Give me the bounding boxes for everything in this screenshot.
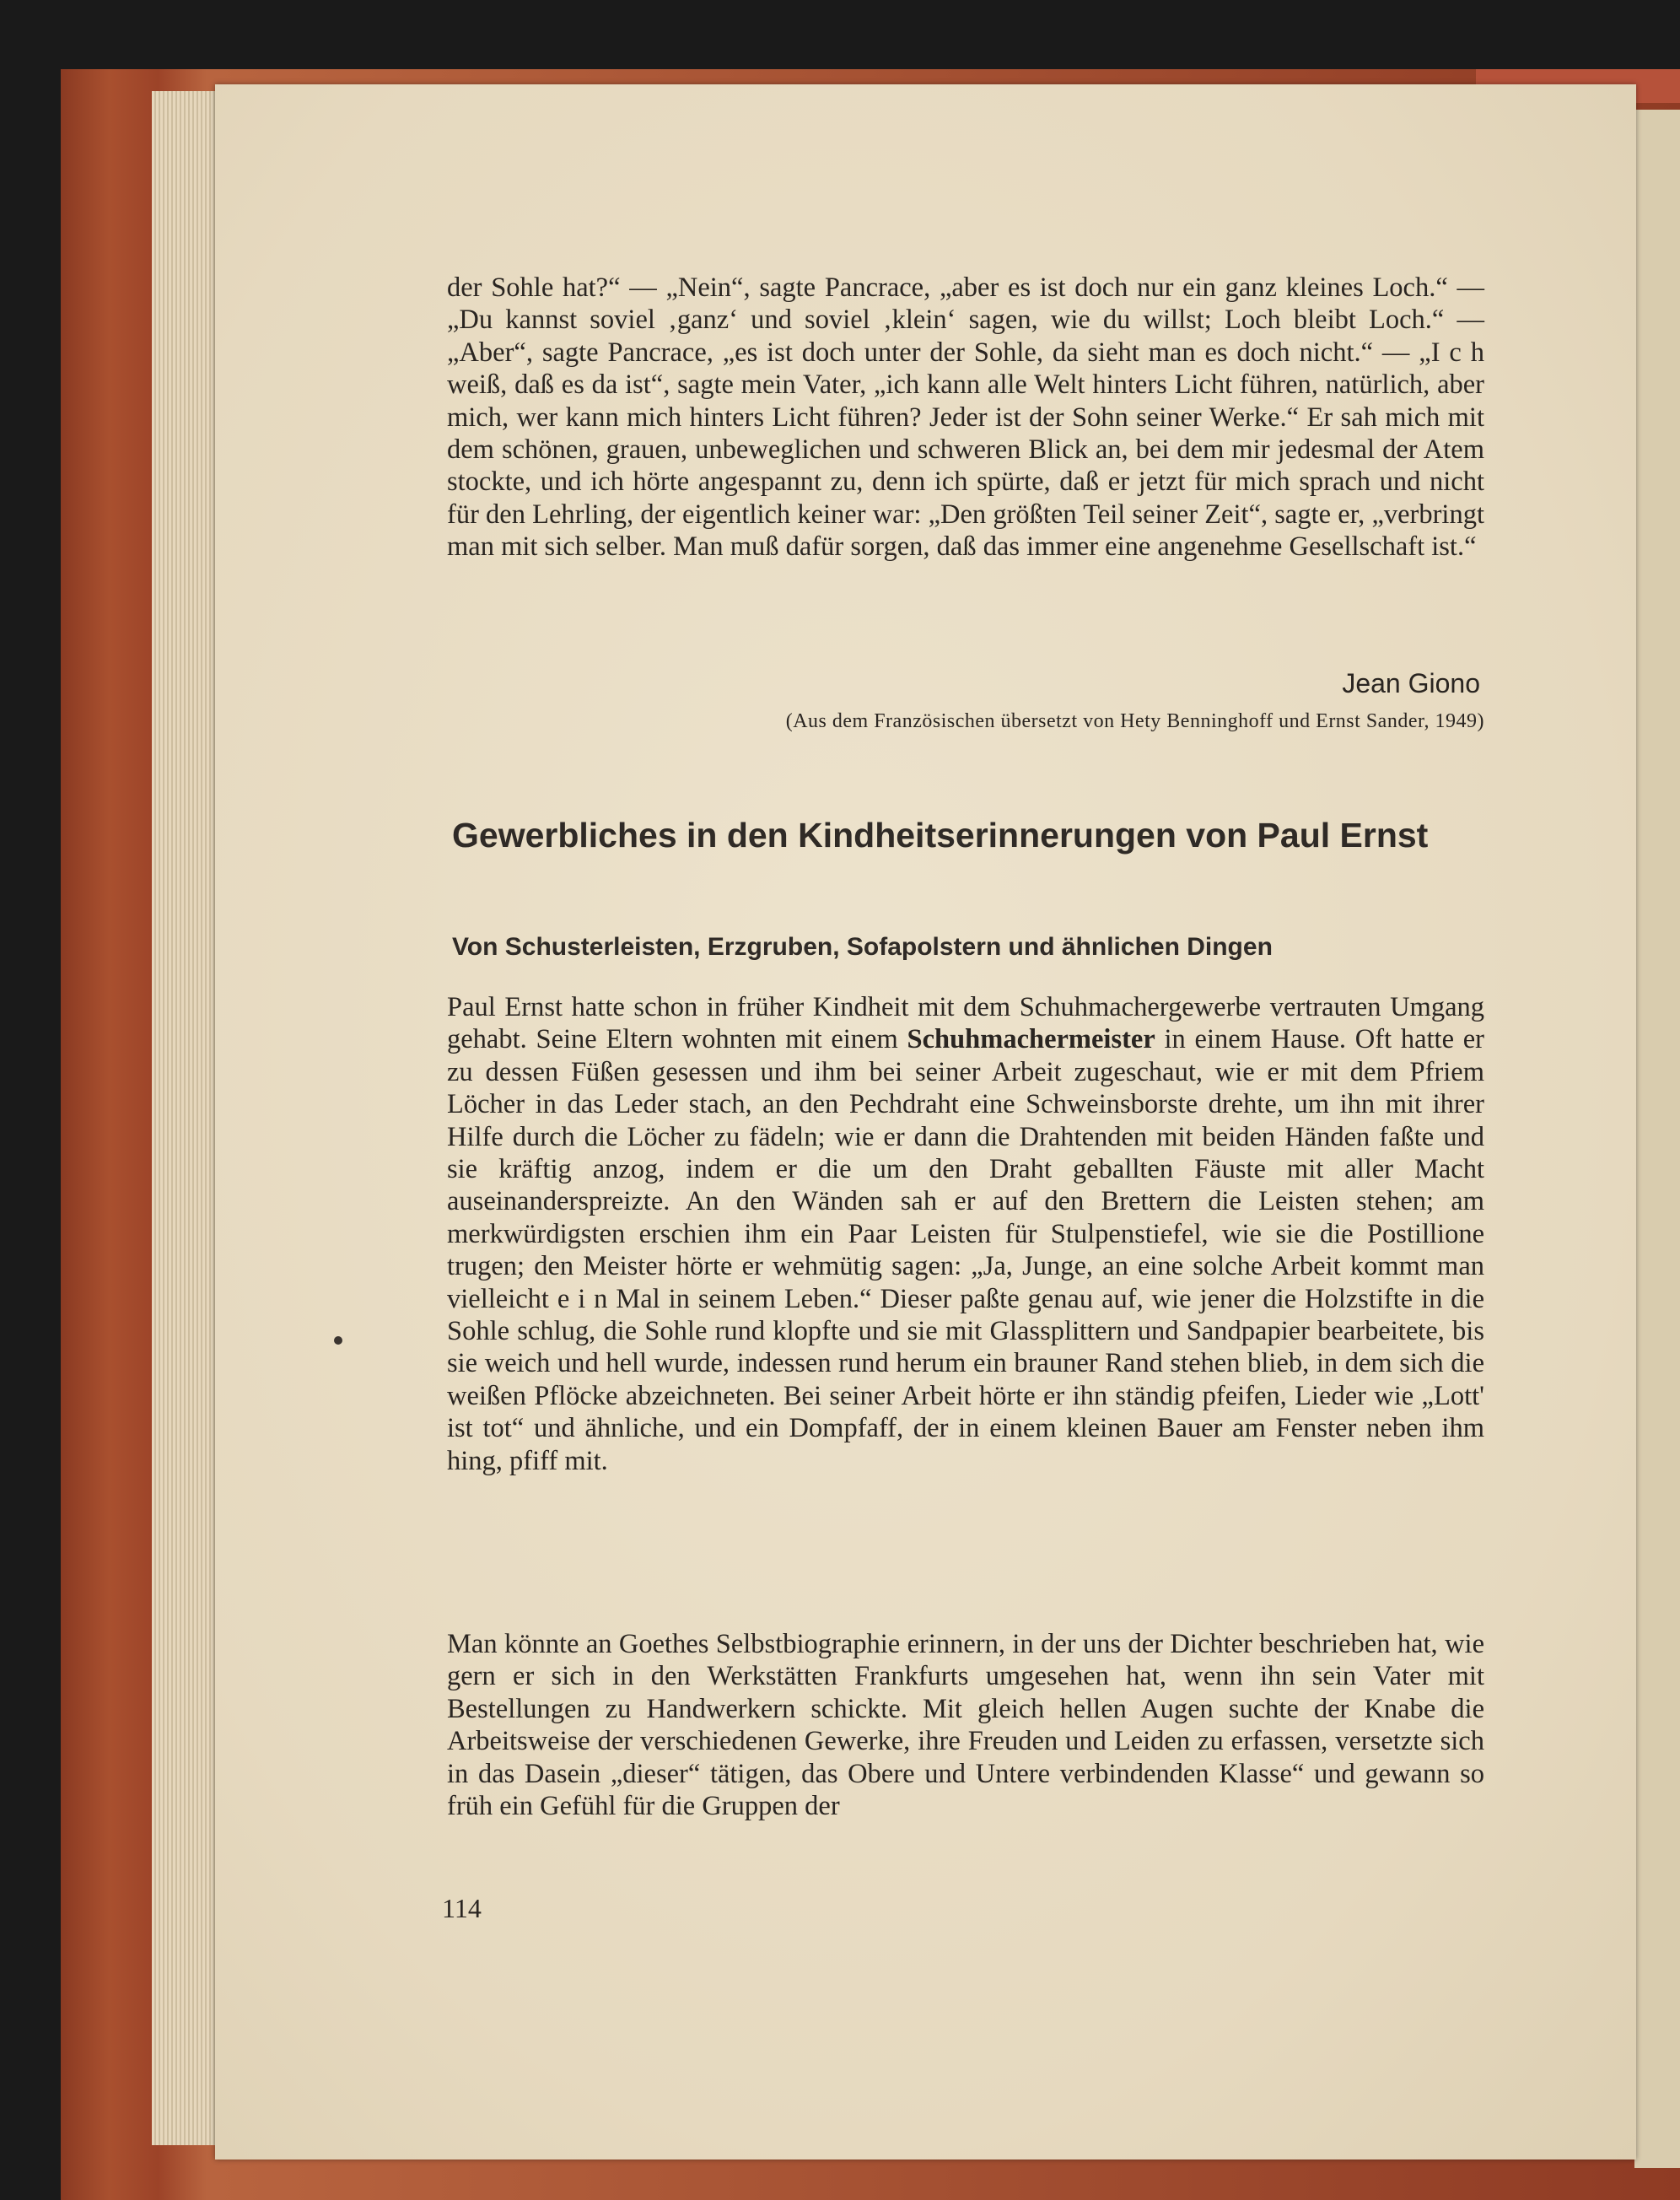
translation-source: (Aus dem Französischen übersetzt von Hety Benninghoff und Ernst Sander, 1949) [785,710,1484,732]
paragraph-3: Man könnte an Goethes Selbstbiographie erinnern, in der uns der Dichter beschrieben hat, wie gern er sich in den Werkstätten Frankfurts umgesehen hat, wenn ihn sein Vater mit Bestellungen zu Handwerkern schickte. Mit gleich hellen Augen suchte der Knabe die Arbeitsweise der verschiedenen Gewerke, ihre Freuden und Leiden zu erfassen, versetzte sich in das Dasein „dieser“ tätigen, das Obere und Untere verbindenden Klasse“ und gewann so früh ein Gefühl für die Gruppen der [447,1629,1484,1822]
paragraph-2-bold-term: Schuhmachermeister [907,1024,1155,1055]
paragraph-2-rest: in einem Hause. Oft hatte er zu dessen Füßen gesessen und ihm bei seiner Arbeit zugeschaut, wie er mit dem Pfriem Löcher in das Leder stach, an den Pechdraht eine Schweinsborste drehte, um ihn mit ihrer Hilfe durch die Löcher zu fädeln; wie er dann die Drahtenden mit beiden Händen faßte und sie kräftig anzog, indem er die um den Draht geballten Fäuste mit aller Macht auseinanderspreizte. An den Wänden sah er auf den Brettern die Leisten stehen; am merkwürdigsten erschien ihm ein Paar Leisten für Stulpenstiefel, wie sie die Postillione trugen; den Meister hörte er wehmütig sagen: „Ja, Junge, an eine solche Arbeit kommt man vielleicht e i n Mal in seinem Leben.“ Dieser paßte genau auf, wie jener die Holzstifte in die Sohle schlug, die Sohle rund klopfte und sie mit Glassplittern und Sandpapier bearbeitete, bis sie weich und hell wurde, indessen rund herum ein brauner Rand stehen blieb, in dem sich die weißen Pflöcke abzeichneten. Bei seiner Arbeit hörte er ihn ständig pfeifen, Lieder wie „Lott' ist tot“ und ähnliche, und ein Dompfaff, der in einem kleinen Bauer am Fenster neben ihm hing, pfiff mit. [447,1024,1484,1476]
section-heading: Gewerbliches in den Kindheitserinnerungen von Paul Ernst [452,816,1429,855]
paragraph-2 [447,991,1484,1477]
paragraph-1-block [447,272,1484,563]
paragraph-2-start: Paul Ernst hatte schon in früher Kindheit mit dem Schuhmachergewerbe vertrauten Umgang gehabt. Seine Eltern wohnten mit einem [447,992,1484,1055]
page-number: 114 [442,1893,482,1923]
author-name: Jean Giono [1342,668,1480,698]
facing-page-edge [1634,110,1680,2168]
section-subheading: Von Schusterleisten, Erzgruben, Sofapolstern und ähnlichen Dingen [452,933,1273,961]
paragraph-2-block [447,991,1484,1477]
margin-mark [334,1336,342,1345]
paragraph-1: der Sohle hat?“ — „Nein“, sagte Pancrace, „aber es ist doch nur ein ganz kleines Loch.“ — „Du kannst soviel ‚ganz‘ und soviel ‚klein‘ sagen, wie du willst; Loch bleibt Loch.“ — „Aber“, sagte Pancrace, „es ist doch unter der Sohle, da sieht man es doch nicht.“ — „I c h weiß, daß es da ist“, sagte mein Vater, „ich kann alle Welt hinters Licht führen, natürlich, aber mich, wer kann mich hinters Licht führen? Jeder ist der Sohn seiner Werke.“ Er sah mich mit dem schönen, grauen, unbeweglichen und schweren Blick an, bei dem mir jedesmal der Atem stockte, und ich hörte angespannt zu, denn ich spürte, daß er jetzt für mich sprach und nicht für den Lehrling, der eigentlich keiner war: „Den größten Teil seiner Zeit“, sagte er, „verbringt man mit sich selber. Man muß dafür sorgen, daß das immer eine angenehme Gesellschaft ist.“ [447,272,1484,563]
paragraph-3-block [447,1628,1484,1822]
